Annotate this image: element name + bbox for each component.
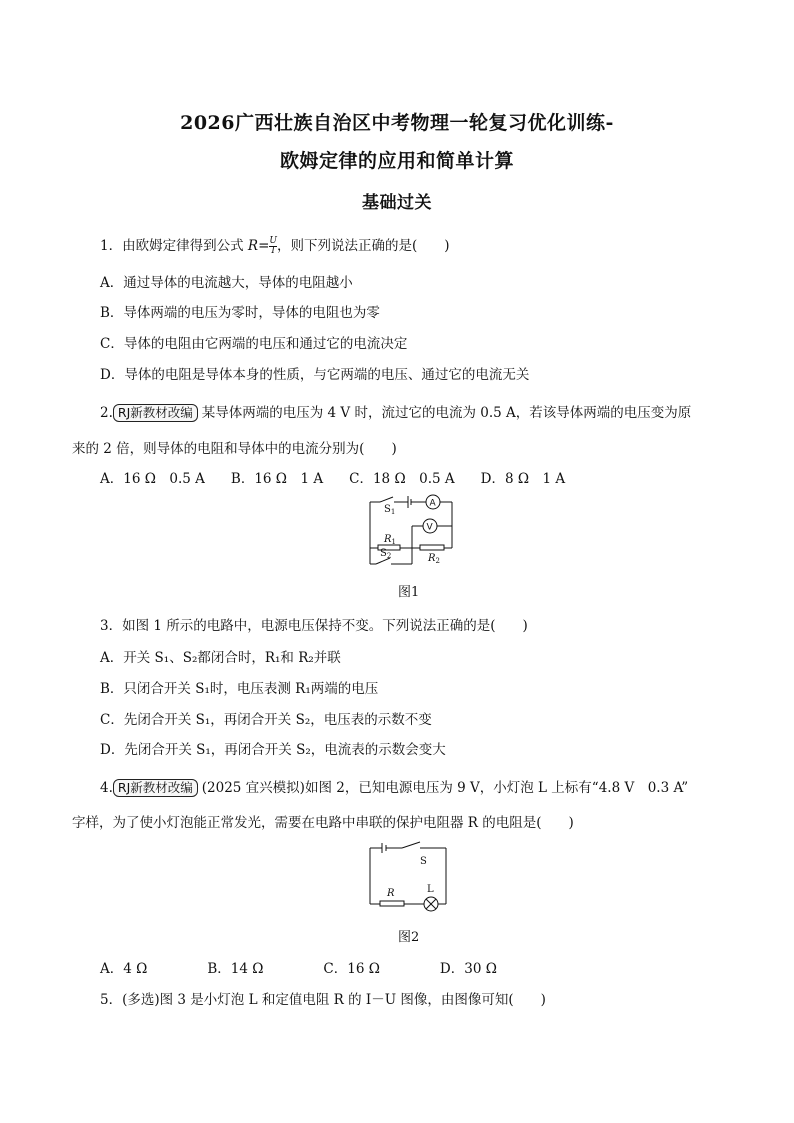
q2-option-d: D．8 Ω 1 A	[480, 471, 566, 487]
q2-badge: RJ新教材改编	[113, 404, 198, 422]
q1-option-a: A．通过导体的电流越大，导体的电阻越小	[100, 275, 353, 291]
q4-option-b: B．14 Ω	[207, 961, 264, 977]
q1-frac-denominator: I	[271, 246, 275, 256]
q4-badge: RJ新教材改编	[113, 779, 198, 797]
q1-option-c: C．导体的电阻由它两端的电压和通过它的电流决定	[100, 336, 408, 352]
q1-formula-eq: =	[258, 238, 270, 254]
q2-option-b: B．16 Ω 1 A	[230, 471, 324, 487]
q4-option-a: A．4 Ω	[100, 961, 148, 977]
q4-stem-line1	[100, 776, 688, 797]
q1-stem-prefix: 1．由欧姆定律得到公式	[100, 238, 248, 254]
fig2-label-lamp: L	[427, 884, 434, 895]
document-title-line2: 欧姆定律的应用和简单计算	[279, 150, 514, 172]
q4-options	[100, 957, 523, 977]
q2-options	[100, 467, 591, 487]
q2-number: 2.	[100, 405, 113, 421]
q3-option-c: C．先闭合开关 S₁，再闭合开关 S₂，电压表的示数不变	[100, 712, 432, 728]
q1-frac-numerator: U	[269, 236, 277, 246]
fig2-label-resistor: R	[387, 888, 395, 899]
q1-stem	[100, 234, 450, 256]
q1-option-b: B．导体两端的电压为零时，导体的电阻也为零	[100, 305, 380, 321]
figure1-caption: 图1	[398, 585, 420, 600]
q4-stem-line2: 字样，为了使小灯泡能正常发光，需要在电路中串联的保护电阻器 R 的电阻是( )	[72, 815, 574, 831]
figure1-circuit-diagram	[360, 490, 460, 570]
fig1-label-s2: $S_2$	[380, 548, 392, 560]
q3-option-a: A．开关 S₁、S₂都闭合时，R₁和 R₂并联	[100, 650, 341, 666]
q2-stem-line1	[100, 401, 691, 422]
figure2-circuit-diagram	[362, 838, 452, 916]
q1-formula-lhs: R	[247, 238, 259, 254]
q1-stem-suffix: ，则下列说法正确的是( )	[276, 238, 450, 254]
q2-stem-line2: 来的 2 倍，则导体的电阻和导体中的电流分别为( )	[72, 441, 397, 457]
q4-option-c: C．16 Ω	[323, 961, 380, 977]
fig1-label-s1: $S_1$	[384, 504, 396, 516]
q3-option-b: B．只闭合开关 S₁时，电压表测 R₁两端的电压	[100, 681, 379, 697]
q2-stem-text1: 某导体两端的电压为 4 V 时，流过它的电流为 0.5 A，若该导体两端的电压变为原	[201, 405, 692, 421]
q4-stem-text1: (2025 宜兴模拟)如图 2，已知电源电压为 9 V，小灯泡 L 上标有“4.8 V 0.3 A”	[201, 780, 689, 796]
figure2-caption: 图2	[398, 930, 420, 945]
q1-option-d: D．导体的电阻是导体本身的性质，与它两端的电压、通过它的电流无关	[100, 367, 530, 383]
fig1-ammeter-label: A	[429, 498, 436, 509]
q4-number: 4.	[100, 780, 113, 796]
q3-stem: 3．如图 1 所示的电路中，电源电压保持不变。下列说法正确的是( )	[100, 618, 528, 634]
q2-option-a: A．16 Ω 0.5 A	[100, 471, 205, 487]
q4-option-d: D．30 Ω	[439, 961, 497, 977]
fig1-label-r2: $R_2$	[428, 553, 440, 565]
fig1-label-r1: $R_1$	[384, 534, 396, 546]
q2-option-c: C．18 Ω 0.5 A	[349, 471, 455, 487]
fig1-voltmeter-label: V	[426, 522, 433, 533]
q3-option-d: D．先闭合开关 S₁，再闭合开关 S₂，电流表的示数会变大	[100, 742, 446, 758]
q5-stem: 5．(多选)图 3 是小灯泡 L 和定值电阻 R 的 I－U 图像，由图像可知( )	[100, 992, 546, 1008]
section-heading: 基础过关	[362, 193, 432, 213]
fig2-label-switch: S	[420, 856, 427, 867]
q1-formula-fraction	[269, 237, 277, 256]
document-title-line1: 2026广西壮族自治区中考物理一轮复习优化训练-	[180, 112, 614, 134]
